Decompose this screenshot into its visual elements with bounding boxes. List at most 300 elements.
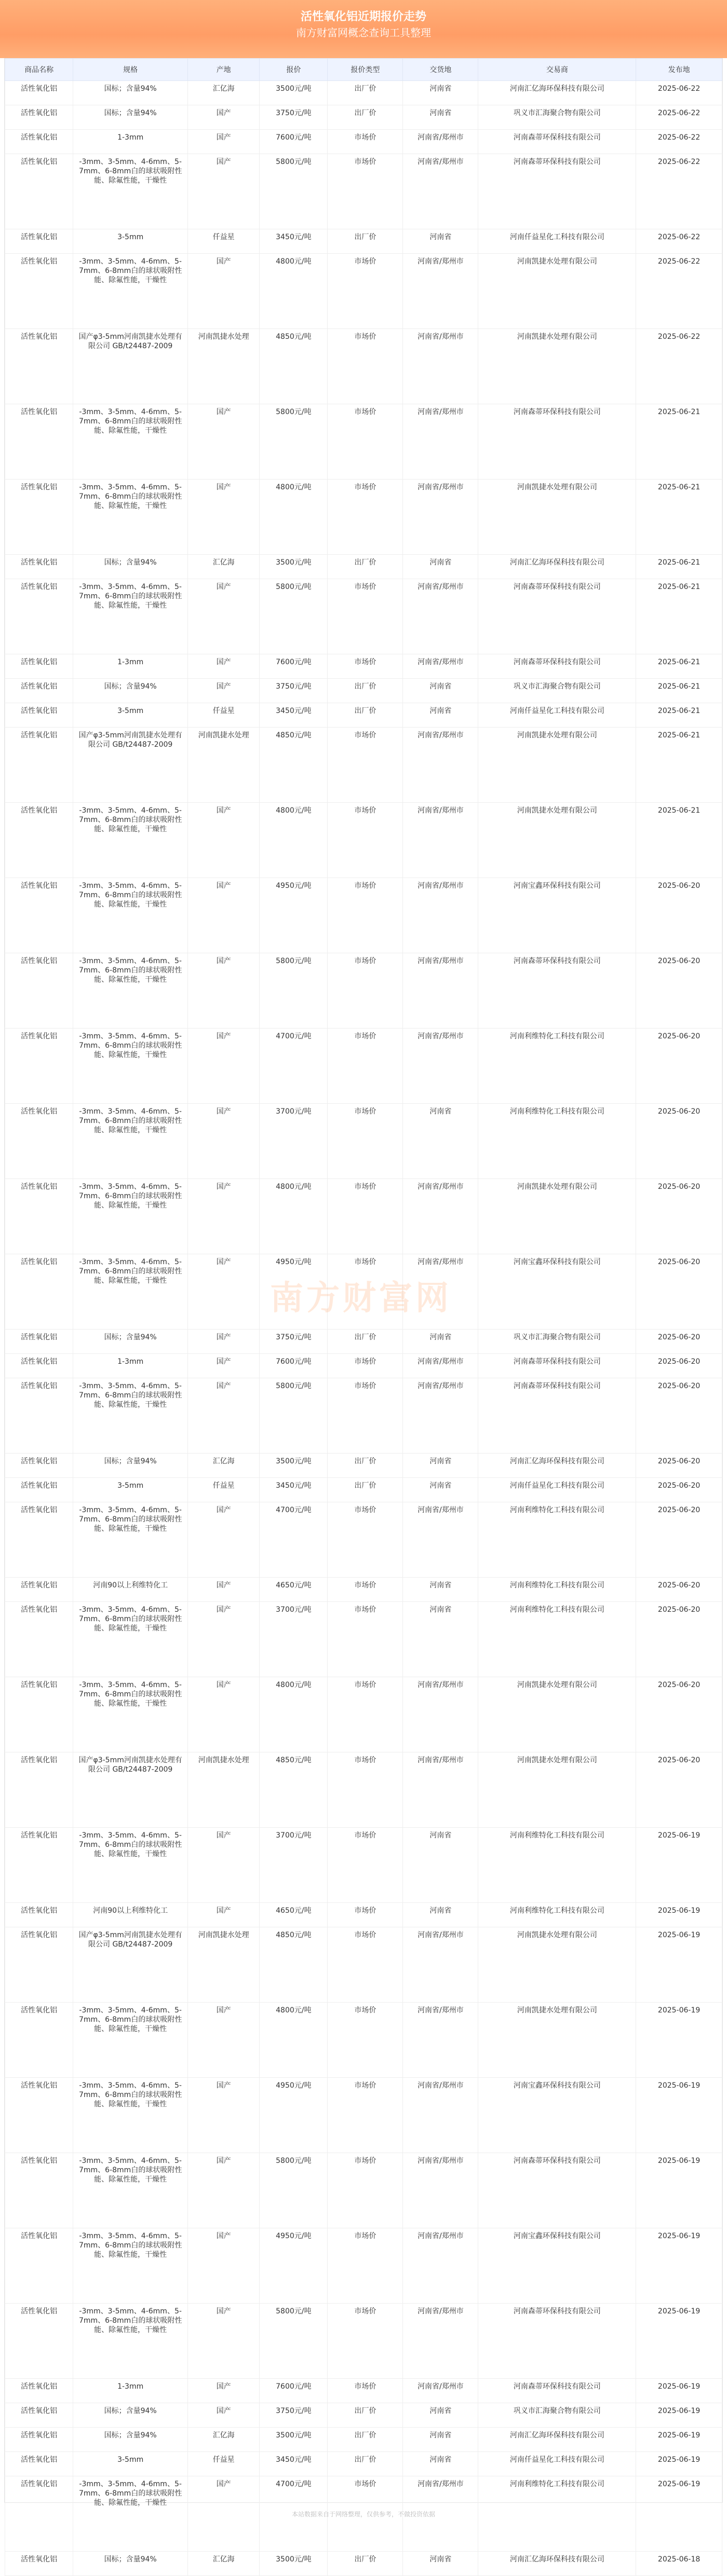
table-cell: 2025-06-20 [636, 1104, 722, 1179]
table-cell: 市场价 [328, 404, 403, 479]
table-cell: 活性氧化铝 [5, 803, 73, 878]
table-cell: 河南凯捷水处理 [188, 1927, 260, 2003]
table-cell: 河南森蒂环保科技有限公司 [478, 1354, 636, 1378]
table-cell: 出厂价 [328, 2452, 403, 2476]
table-cell: 2025-06-20 [636, 1454, 722, 1478]
table-cell: 2025-06-20 [636, 953, 722, 1029]
table-row [5, 2078, 722, 2153]
table-cell: 市场价 [328, 1378, 403, 1454]
table-cell: 活性氧化铝 [5, 2003, 73, 2078]
table-cell: 出厂价 [328, 81, 403, 105]
table-cell: 活性氧化铝 [5, 2379, 73, 2403]
table-cell: 1-3mm [73, 2379, 188, 2403]
table-cell: 3700元/吨 [260, 1602, 328, 1677]
table-cell: 2025-06-21 [636, 803, 722, 878]
table-cell: 河南凯捷水处理有限公司 [478, 1179, 636, 1254]
table-row [5, 2153, 722, 2228]
table-cell: 活性氧化铝 [5, 1578, 73, 1602]
table-cell: 2025-06-20 [636, 878, 722, 953]
table-cell: 国产φ3-5mm河南凯捷水处理有限公司 GB/t24487-2009 [73, 1752, 188, 1828]
table-cell: -3mm、3-5mm、4-6mm、5-7mm、6-8mm白的球状吸附性能、除氟性能，干燥性 [73, 579, 188, 654]
table-cell: 国产 [188, 1354, 260, 1378]
table-row [5, 2003, 722, 2078]
table-cell: 7600元/吨 [260, 654, 328, 679]
table-cell: -3mm、3-5mm、4-6mm、5-7mm、6-8mm白的球状吸附性能、除氟性能，干燥性 [73, 2153, 188, 2228]
table-cell: 河南省 [403, 1478, 478, 1502]
table-cell: -3mm、3-5mm、4-6mm、5-7mm、6-8mm白的球状吸附性能、除氟性能，干燥性 [73, 1179, 188, 1254]
table-cell: 国标；含量94% [73, 81, 188, 105]
table-cell: 河南90以上利维特化工 [73, 1903, 188, 1927]
table-cell: -3mm、3-5mm、4-6mm、5-7mm、6-8mm白的球状吸附性能、除氟性能，干燥性 [73, 803, 188, 878]
table-cell: 汇亿海 [188, 2552, 260, 2576]
table-cell: 河南省 [403, 1903, 478, 1927]
table-row [5, 154, 722, 229]
table-cell: 国产 [188, 2153, 260, 2228]
table-row [5, 2452, 722, 2476]
table-cell: 2025-06-20 [636, 1179, 722, 1254]
table-cell: 活性氧化铝 [5, 2403, 73, 2428]
table-cell: 市场价 [328, 2228, 403, 2304]
table-cell: 2025-06-21 [636, 479, 722, 555]
table-cell: 2025-06-20 [636, 1254, 722, 1330]
table-cell: 河南省/郑州市 [403, 1254, 478, 1330]
table-cell: 国标；含量94% [73, 2403, 188, 2428]
table-cell: 4800元/吨 [260, 1179, 328, 1254]
table-cell: 3500元/吨 [260, 81, 328, 105]
table-row [5, 1602, 722, 1677]
table-row [5, 404, 722, 479]
table-cell: 市场价 [328, 1903, 403, 1927]
table-cell: 巩义市汇海聚合物有限公司 [478, 679, 636, 703]
table-cell: 4850元/吨 [260, 329, 328, 404]
table-cell: 4800元/吨 [260, 254, 328, 329]
table-cell: 活性氧化铝 [5, 229, 73, 254]
table-cell: 河南省/郑州市 [403, 878, 478, 953]
table-cell: 市场价 [328, 254, 403, 329]
table-cell: 巩义市汇海聚合物有限公司 [478, 105, 636, 130]
table-cell: 市场价 [328, 1502, 403, 1578]
table-cell: 2025-06-19 [636, 2403, 722, 2428]
table-cell: 2025-06-22 [636, 81, 722, 105]
table-cell: 河南省 [403, 555, 478, 579]
table-cell: 河南省 [403, 1330, 478, 1354]
table-cell: 汇亿海 [188, 1454, 260, 1478]
table-cell: 河南省/郑州市 [403, 1378, 478, 1454]
table-cell: 河南汇亿海环保科技有限公司 [478, 81, 636, 105]
table-cell: 国标；含量94% [73, 679, 188, 703]
table-cell: 2025-06-21 [636, 703, 722, 728]
table-cell: 汇亿海 [188, 2428, 260, 2452]
table-cell: 市场价 [328, 154, 403, 229]
table-row [5, 2379, 722, 2403]
table-cell: 国产 [188, 1330, 260, 1354]
table-cell: 河南宝鑫环保科技有限公司 [478, 878, 636, 953]
table-cell: 2025-06-19 [636, 2228, 722, 2304]
table-cell: 市场价 [328, 1254, 403, 1330]
table-cell: 仟益星 [188, 2452, 260, 2476]
table-cell: 活性氧化铝 [5, 555, 73, 579]
table-cell: 活性氧化铝 [5, 105, 73, 130]
table-cell: 河南利维特化工科技有限公司 [478, 1903, 636, 1927]
table-row [5, 1502, 722, 1578]
table-cell: 活性氧化铝 [5, 254, 73, 329]
table-row [5, 1354, 722, 1378]
table-cell: 活性氧化铝 [5, 2304, 73, 2379]
table-cell: 河南利维特化工科技有限公司 [478, 1828, 636, 1903]
table-cell: 河南森蒂环保科技有限公司 [478, 1378, 636, 1454]
table-cell: 河南森蒂环保科技有限公司 [478, 2153, 636, 2228]
table-cell: 市场价 [328, 579, 403, 654]
table-cell: -3mm、3-5mm、4-6mm、5-7mm、6-8mm白的球状吸附性能、除氟性能，干燥性 [73, 1378, 188, 1454]
table-cell: 5800元/吨 [260, 404, 328, 479]
table-cell: 2025-06-22 [636, 229, 722, 254]
table-cell: 仟益星 [188, 1478, 260, 1502]
table-row [5, 2304, 722, 2379]
table-cell: 河南仟益星化工科技有限公司 [478, 229, 636, 254]
table-cell: 活性氧化铝 [5, 1752, 73, 1828]
table-cell: 河南省/郑州市 [403, 2078, 478, 2153]
table-cell: 出厂价 [328, 2403, 403, 2428]
table-cell: 河南省/郑州市 [403, 154, 478, 229]
table-cell: 河南利维特化工科技有限公司 [478, 1578, 636, 1602]
table-row [5, 1179, 722, 1254]
table-cell: 市场价 [328, 1104, 403, 1179]
table-cell: 国产 [188, 1828, 260, 1903]
table-cell: 河南森蒂环保科技有限公司 [478, 404, 636, 479]
table-cell: 活性氧化铝 [5, 878, 73, 953]
table-cell: 国标；含量94% [73, 1330, 188, 1354]
table-row [5, 1454, 722, 1478]
table-cell: 河南省/郑州市 [403, 1677, 478, 1752]
table-cell: 国标；含量94% [73, 105, 188, 130]
table-cell: 国产 [188, 953, 260, 1029]
table-cell: 2025-06-19 [636, 2304, 722, 2379]
table-cell: -3mm、3-5mm、4-6mm、5-7mm、6-8mm白的球状吸附性能、除氟性能，干燥性 [73, 878, 188, 953]
table-cell: 活性氧化铝 [5, 1828, 73, 1903]
page-title: 活性氧化铝近期报价走势 [300, 10, 426, 23]
table-cell: 河南宝鑫环保科技有限公司 [478, 2228, 636, 2304]
table-cell: -3mm、3-5mm、4-6mm、5-7mm、6-8mm白的球状吸附性能、除氟性能，干燥性 [73, 2078, 188, 2153]
table-cell: 国产 [188, 154, 260, 229]
table-cell: 活性氧化铝 [5, 1502, 73, 1578]
table-cell: -3mm、3-5mm、4-6mm、5-7mm、6-8mm白的球状吸附性能、除氟性能，干燥性 [73, 1104, 188, 1179]
table-cell: 活性氧化铝 [5, 1677, 73, 1752]
table-cell: 河南森蒂环保科技有限公司 [478, 654, 636, 679]
table-cell: 河南利维特化工科技有限公司 [478, 1602, 636, 1677]
table-cell: 活性氧化铝 [5, 404, 73, 479]
table-cell: 巩义市汇海聚合物有限公司 [478, 2403, 636, 2428]
table-row [5, 1104, 722, 1179]
table-cell: 出厂价 [328, 1454, 403, 1478]
table-cell: 4700元/吨 [260, 1502, 328, 1578]
table-cell: 4850元/吨 [260, 1927, 328, 2003]
table-cell: -3mm、3-5mm、4-6mm、5-7mm、6-8mm白的球状吸附性能、除氟性能，干燥性 [73, 154, 188, 229]
table-cell: 2025-06-20 [636, 1478, 722, 1502]
table-row [5, 254, 722, 329]
table-row [5, 1578, 722, 1602]
table-cell: 河南仟益星化工科技有限公司 [478, 703, 636, 728]
table-cell: 活性氧化铝 [5, 81, 73, 105]
table-cell: 河南利维特化工科技有限公司 [478, 1502, 636, 1578]
table-cell: 活性氧化铝 [5, 679, 73, 703]
table-cell: 活性氧化铝 [5, 1104, 73, 1179]
table-cell: 3700元/吨 [260, 1828, 328, 1903]
table-cell: 河南省/郑州市 [403, 1354, 478, 1378]
table-cell: 河南森蒂环保科技有限公司 [478, 579, 636, 654]
table-cell: 活性氧化铝 [5, 329, 73, 404]
table-cell: 河南汇亿海环保科技有限公司 [478, 1454, 636, 1478]
table-cell: 出厂价 [328, 229, 403, 254]
table-row [5, 1029, 722, 1104]
table-cell: 2025-06-19 [636, 2379, 722, 2403]
table-cell: 河南省/郑州市 [403, 654, 478, 679]
table-cell: 2025-06-20 [636, 1602, 722, 1677]
table-cell: -3mm、3-5mm、4-6mm、5-7mm、6-8mm白的球状吸附性能、除氟性能，干燥性 [73, 2003, 188, 2078]
table-cell: 市场价 [328, 2476, 403, 2552]
table-row [5, 229, 722, 254]
table-cell: 国产 [188, 130, 260, 154]
table-cell: 河南省/郑州市 [403, 579, 478, 654]
table-cell: 国产 [188, 1903, 260, 1927]
page-header [0, 0, 727, 58]
table-cell: 3-5mm [73, 1478, 188, 1502]
table-cell: 河南省/郑州市 [403, 1502, 478, 1578]
table-row [5, 1927, 722, 2003]
table-cell: 市场价 [328, 1752, 403, 1828]
table-cell: 活性氧化铝 [5, 130, 73, 154]
table-cell: 2025-06-21 [636, 404, 722, 479]
table-cell: 国标；含量94% [73, 2552, 188, 2576]
table-cell: 市场价 [328, 953, 403, 1029]
table-header [5, 59, 722, 81]
table-cell: 出厂价 [328, 1478, 403, 1502]
table-cell: 出厂价 [328, 1330, 403, 1354]
table-cell: 2025-06-21 [636, 579, 722, 654]
table-row [5, 81, 722, 105]
table-cell: 国产 [188, 2228, 260, 2304]
table-cell: 河南利维特化工科技有限公司 [478, 1104, 636, 1179]
table-cell: 活性氧化铝 [5, 479, 73, 555]
table-cell: 5800元/吨 [260, 579, 328, 654]
table-cell: -3mm、3-5mm、4-6mm、5-7mm、6-8mm白的球状吸附性能、除氟性能，干燥性 [73, 1029, 188, 1104]
table-cell: 活性氧化铝 [5, 1354, 73, 1378]
table-cell: 国产 [188, 254, 260, 329]
table-cell: -3mm、3-5mm、4-6mm、5-7mm、6-8mm白的球状吸附性能、除氟性能，干燥性 [73, 2304, 188, 2379]
table-cell: 市场价 [328, 2379, 403, 2403]
table-cell: 活性氧化铝 [5, 2153, 73, 2228]
table-cell: 河南仟益星化工科技有限公司 [478, 1478, 636, 1502]
table-cell: -3mm、3-5mm、4-6mm、5-7mm、6-8mm白的球状吸附性能、除氟性能，干燥性 [73, 953, 188, 1029]
table-cell: 2025-06-20 [636, 1354, 722, 1378]
table-cell: 4700元/吨 [260, 2476, 328, 2552]
table-row [5, 479, 722, 555]
table-cell: 河南森蒂环保科技有限公司 [478, 154, 636, 229]
table-cell: 市场价 [328, 1179, 403, 1254]
table-cell: 河南省/郑州市 [403, 404, 478, 479]
table-cell: 国产 [188, 1502, 260, 1578]
table-cell: 河南森蒂环保科技有限公司 [478, 130, 636, 154]
table-cell: 河南90以上利维特化工 [73, 1578, 188, 1602]
table-cell: 河南凯捷水处理有限公司 [478, 1927, 636, 2003]
table-cell: 市场价 [328, 329, 403, 404]
table-cell: 国标；含量94% [73, 1454, 188, 1478]
table-cell: 国产 [188, 1378, 260, 1454]
table-row [5, 1828, 722, 1903]
table-cell: 活性氧化铝 [5, 1602, 73, 1677]
table-row [5, 1330, 722, 1354]
table-cell: 汇亿海 [188, 555, 260, 579]
table-cell: 2025-06-22 [636, 154, 722, 229]
table-row [5, 1903, 722, 1927]
table-cell: 3-5mm [73, 229, 188, 254]
table-cell: 7600元/吨 [260, 130, 328, 154]
table-cell: 巩义市汇海聚合物有限公司 [478, 1330, 636, 1354]
table-cell: 3450元/吨 [260, 1478, 328, 1502]
page-subtitle: 南方财富网概念查询工具整理 [296, 26, 431, 39]
table-cell: 市场价 [328, 2153, 403, 2228]
table-cell: 活性氧化铝 [5, 1378, 73, 1454]
table-cell: 1-3mm [73, 654, 188, 679]
table-cell: 河南省 [403, 229, 478, 254]
table-cell: 河南省 [403, 1828, 478, 1903]
table-cell: 活性氧化铝 [5, 579, 73, 654]
table-cell: 4950元/吨 [260, 1254, 328, 1330]
table-cell: 市场价 [328, 803, 403, 878]
table-cell: 活性氧化铝 [5, 2428, 73, 2452]
table-cell: 4800元/吨 [260, 2003, 328, 2078]
table-cell: 3750元/吨 [260, 679, 328, 703]
table-cell: 国产 [188, 1677, 260, 1752]
price-table [5, 58, 722, 2576]
table-cell: 2025-06-20 [636, 1502, 722, 1578]
table-cell: 活性氧化铝 [5, 2452, 73, 2476]
table-cell: 3450元/吨 [260, 703, 328, 728]
table-cell: 河南利维特化工科技有限公司 [478, 2476, 636, 2552]
table-cell: 国产 [188, 2003, 260, 2078]
column-header: 报价 [260, 59, 328, 81]
table-cell: 市场价 [328, 1828, 403, 1903]
table-cell: 2025-06-19 [636, 2078, 722, 2153]
table-cell: 国产 [188, 1602, 260, 1677]
table-row [5, 329, 722, 404]
table-cell: 2025-06-20 [636, 1029, 722, 1104]
table-cell: 河南省/郑州市 [403, 2003, 478, 2078]
table-cell: 河南省/郑州市 [403, 329, 478, 404]
table-cell: 市场价 [328, 654, 403, 679]
table-cell: 河南省 [403, 105, 478, 130]
column-header: 交易商 [478, 59, 636, 81]
table-row [5, 703, 722, 728]
table-cell: 4650元/吨 [260, 1578, 328, 1602]
table-cell: 国产 [188, 579, 260, 654]
table-cell: 国产 [188, 1104, 260, 1179]
table-cell: 2025-06-21 [636, 679, 722, 703]
table-cell: 河南凯捷水处理有限公司 [478, 803, 636, 878]
table-cell: 市场价 [328, 1578, 403, 1602]
table-cell: 4800元/吨 [260, 479, 328, 555]
column-header: 报价类型 [328, 59, 403, 81]
table-cell: 国产 [188, 679, 260, 703]
table-row [5, 1478, 722, 1502]
table-cell: 河南省/郑州市 [403, 728, 478, 803]
table-cell: 仟益星 [188, 229, 260, 254]
table-cell: 国产 [188, 803, 260, 878]
table-cell: 国标；含量94% [73, 555, 188, 579]
table-cell: 2025-06-21 [636, 654, 722, 679]
table-cell: 河南凯捷水处理有限公司 [478, 1677, 636, 1752]
table-cell: 市场价 [328, 2304, 403, 2379]
table-cell: 河南省/郑州市 [403, 2476, 478, 2552]
table-cell: 2025-06-22 [636, 130, 722, 154]
table-cell: 河南森蒂环保科技有限公司 [478, 953, 636, 1029]
table-row [5, 2552, 722, 2576]
table-cell: 河南汇亿海环保科技有限公司 [478, 555, 636, 579]
table-cell: 4950元/吨 [260, 2078, 328, 2153]
table-cell: 7600元/吨 [260, 2379, 328, 2403]
column-header: 规格 [73, 59, 188, 81]
table-cell: 2025-06-19 [636, 1903, 722, 1927]
table-cell: 河南省 [403, 703, 478, 728]
table-cell: 4700元/吨 [260, 1029, 328, 1104]
table-cell: 河南汇亿海环保科技有限公司 [478, 2552, 636, 2576]
table-cell: 3450元/吨 [260, 229, 328, 254]
table-cell: -3mm、3-5mm、4-6mm、5-7mm、6-8mm白的球状吸附性能、除氟性能，干燥性 [73, 404, 188, 479]
table-cell: 活性氧化铝 [5, 2228, 73, 2304]
table-cell: 5800元/吨 [260, 154, 328, 229]
table-cell: 国产 [188, 105, 260, 130]
table-cell: 出厂价 [328, 2428, 403, 2452]
table-cell: 2025-06-20 [636, 1752, 722, 1828]
table-cell: 国产φ3-5mm河南凯捷水处理有限公司 GB/t24487-2009 [73, 728, 188, 803]
table-cell: 河南省/郑州市 [403, 130, 478, 154]
table-cell: 河南宝鑫环保科技有限公司 [478, 2078, 636, 2153]
table-cell: 2025-06-19 [636, 2452, 722, 2476]
table-cell: 活性氧化铝 [5, 1029, 73, 1104]
table-cell: 河南省 [403, 2428, 478, 2452]
table-cell: 国产 [188, 2304, 260, 2379]
table-cell: 河南省/郑州市 [403, 2228, 478, 2304]
table-cell: -3mm、3-5mm、4-6mm、5-7mm、6-8mm白的球状吸附性能、除氟性能，干燥性 [73, 2476, 188, 2552]
table-cell: 河南省/郑州市 [403, 953, 478, 1029]
column-header: 发布地 [636, 59, 722, 81]
table-cell: 活性氧化铝 [5, 1903, 73, 1927]
table-cell: 活性氧化铝 [5, 654, 73, 679]
table-cell: 2025-06-19 [636, 1927, 722, 2003]
table-cell: 市场价 [328, 2003, 403, 2078]
table-cell: 活性氧化铝 [5, 703, 73, 728]
table-cell: 7600元/吨 [260, 1354, 328, 1378]
table-cell: 河南省/郑州市 [403, 803, 478, 878]
table-cell: 国标；含量94% [73, 2428, 188, 2452]
table-cell: 2025-06-20 [636, 1330, 722, 1354]
table-cell: 3500元/吨 [260, 2428, 328, 2452]
table-cell: 仟益星 [188, 703, 260, 728]
table-cell: 4650元/吨 [260, 1903, 328, 1927]
table-cell: 5800元/吨 [260, 953, 328, 1029]
table-cell: 国产 [188, 479, 260, 555]
table-cell: 河南凯捷水处理 [188, 1752, 260, 1828]
table-cell: 3500元/吨 [260, 2552, 328, 2576]
table-cell: 河南省/郑州市 [403, 2153, 478, 2228]
table-cell: 河南利维特化工科技有限公司 [478, 1029, 636, 1104]
column-header: 交货地 [403, 59, 478, 81]
table-cell: 汇亿海 [188, 81, 260, 105]
table-row [5, 2403, 722, 2428]
table-cell: 国产 [188, 654, 260, 679]
table-cell: 河南省/郑州市 [403, 1029, 478, 1104]
table-cell: 市场价 [328, 878, 403, 953]
footer-note: 本站数据来自于网络整理，仅供参考，不做投资依据 [291, 2511, 435, 2518]
